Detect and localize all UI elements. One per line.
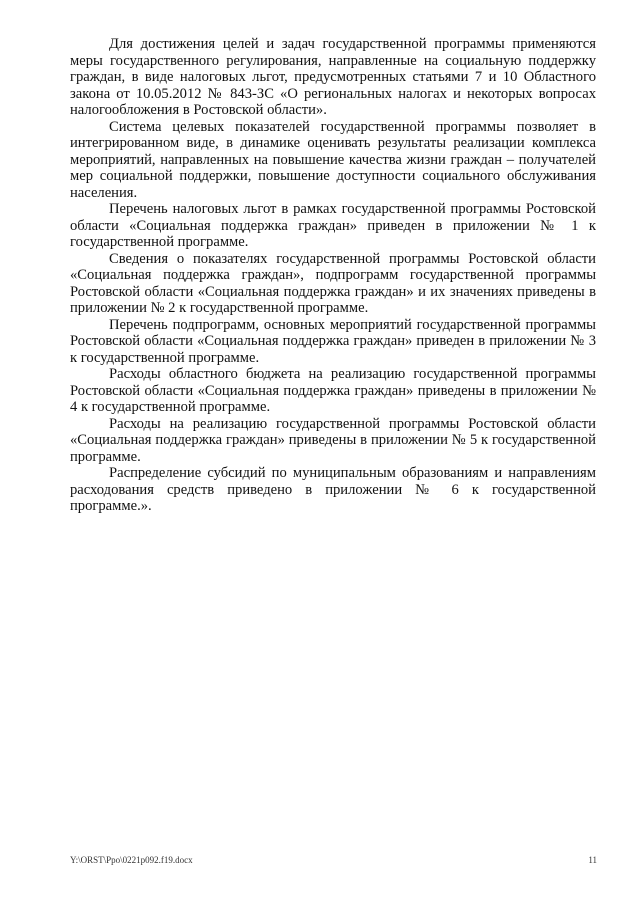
paragraph-appendix-1: Перечень налоговых льгот в рамках государственной программы Ростовской области «Социальная поддержка граждан» приведен в приложении № 1 к государственной программе. bbox=[70, 201, 596, 250]
paragraph-target-indicators-system: Система целевых показателей государственной программы позволяет в интегрированном виде, в динамике оценивать результаты реализации комплекса мероприятий, направленных на повышение качества жизни граждан – получателей мер социальной поддержки, повышение доступности социального обслуживания населения. bbox=[70, 118, 596, 201]
footer-file-path: Y:\ORST\Ppo\0221p092.f19.docx bbox=[70, 855, 193, 865]
paragraph-appendix-2: Сведения о показателях государственной программы Ростовской области «Социальная поддержка граждан», подпрограмм государственной программы Ростовской области «Социальная поддержка граждан» и их значениях приведены в приложении № 2 к государственной программе. bbox=[70, 250, 596, 316]
paragraph-appendix-6: Распределение субсидий по муниципальным образованиям и направлениям расходования средств приведено в приложении № 6 к государственной программе.». bbox=[70, 465, 596, 514]
footer-page-number: 11 bbox=[588, 855, 597, 865]
paragraph-tax-benefits-measures: Для достижения целей и задач государственной программы применяются меры государственного регулирования, направленные на социальную поддержку граждан, в виде налоговых льгот, предусмотренных статьями 7 и 10 Областного закона от 10.05.2012 № 843-ЗС «О региональных налогах и некоторых вопросах налогообложения в Ростовской области». bbox=[70, 36, 596, 118]
paragraph-appendix-3: Перечень подпрограмм, основных мероприятий государственной программы Ростовской области «Социальная поддержка граждан» приведен в приложении № 3 к государственной программе. bbox=[70, 316, 596, 366]
paragraph-appendix-5: Расходы на реализацию государственной программы Ростовской области «Социальная поддержка граждан» приведены в приложении № 5 к государственной программе. bbox=[70, 415, 596, 465]
paragraph-appendix-4: Расходы областного бюджета на реализацию государственной программы Ростовской области «Социальная поддержка граждан» приведены в приложении № 4 к государственной программе. bbox=[70, 366, 596, 415]
document-body bbox=[70, 36, 596, 515]
